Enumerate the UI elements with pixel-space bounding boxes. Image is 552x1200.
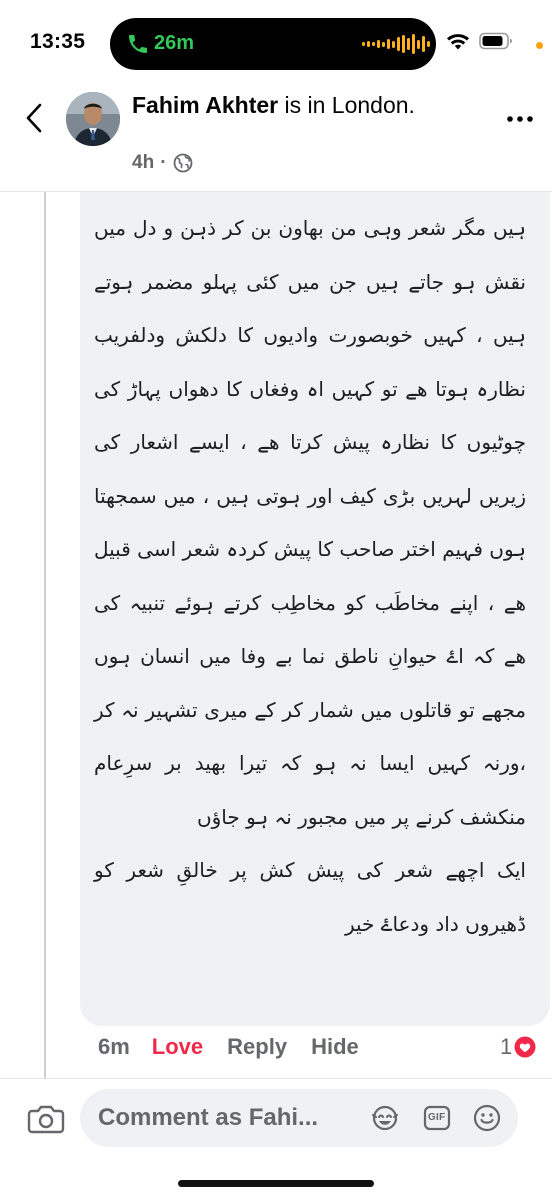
reply-thread-line [44,192,46,1080]
comment-actions [98,1034,359,1060]
system-icons [446,32,513,50]
location-text: is in London. [278,92,415,118]
call-duration: 26m [154,32,195,54]
reply-button[interactable]: Reply [227,1034,288,1059]
post-meta [132,152,193,174]
status-bar [0,0,552,88]
post-header [0,88,552,192]
active-call-pill[interactable] [110,18,436,70]
comment-input[interactable] [80,1089,518,1147]
reaction-summary[interactable] [500,1034,536,1060]
comment-text [94,202,526,951]
audio-waveform-icon [362,34,430,54]
comment-bubble[interactable] [80,192,550,1026]
privacy-indicator-dot [536,42,543,49]
love-reaction-icon [514,1036,536,1058]
comment-placeholder: Comment as Fahi... [98,1104,319,1131]
status-time: 13:35 [30,30,86,53]
hide-button[interactable]: Hide [311,1034,359,1059]
camera-button[interactable] [26,1101,66,1137]
avatar-sticker-icon[interactable] [370,1103,400,1133]
avatar[interactable] [66,92,120,146]
wifi-icon [446,32,470,50]
more-dots-icon [506,115,534,123]
gif-button[interactable] [422,1103,452,1133]
emoji-icon[interactable] [472,1103,502,1133]
phone-icon [126,32,150,56]
author-name[interactable]: Fahim Akhter [132,92,279,118]
globe-icon [173,153,193,173]
back-button[interactable] [16,98,52,138]
chevron-left-icon [25,103,43,133]
comment-time[interactable]: 6m [98,1034,130,1059]
more-options-button[interactable] [498,104,542,134]
comment-paragraph: ایک اچھے شعر کی پیش کش پر خالقِ شعر کو ڈھیروں داد ودعاۓ خیر [94,858,526,936]
battery-icon [479,32,513,50]
meta-separator: · [160,152,167,173]
reaction-count: 1 [500,1034,513,1059]
comment-paragraph: ہیں مگر شعر وہی من بھاون بن کر ذہن و دل میں نقش ہو جاتے ہیں جن میں کئی پہلو مضمر ہوتے ہیں ، کہیں خوبصورت وادیوں کا دلکش ودلفریب نظارہ ہوتا ھے تو کہیں اہ وفغاں کا دھواں پہاڑ کی چوٹیوں کا نظارہ پیش کرتا ھے ، ایسے اشعار کی زیریں لہریں بڑی کیف اور ہوتی ہیں ، میں سمجھتا ہوں فہیم اختر صاحب کا پیش کردہ شعر اسی قبیل ھے ، اپنے مخاطَب کو مخاطِب کرتے ہوئے تنبیہ کی ھے کہ اۓ حیوانِ ناطق نما بے وفا میں انسان ہوں مجھے تو قاتلوں میں شمار کر کے میری تشہیر نہ کر ،ورنہ کہیں ایسا نہ ہو کہ تیرا بھید بر سرِعام منکشف کرنے پر میں مجبور نہ ہو جاؤں [94,216,526,829]
post-time[interactable]: 4h [132,152,155,173]
post-title [132,90,462,120]
love-button[interactable]: Love [151,1034,204,1059]
home-indicator [178,1180,374,1187]
camera-icon [26,1101,66,1137]
profile-photo [66,92,120,146]
gif-label: GIF [428,1112,446,1123]
